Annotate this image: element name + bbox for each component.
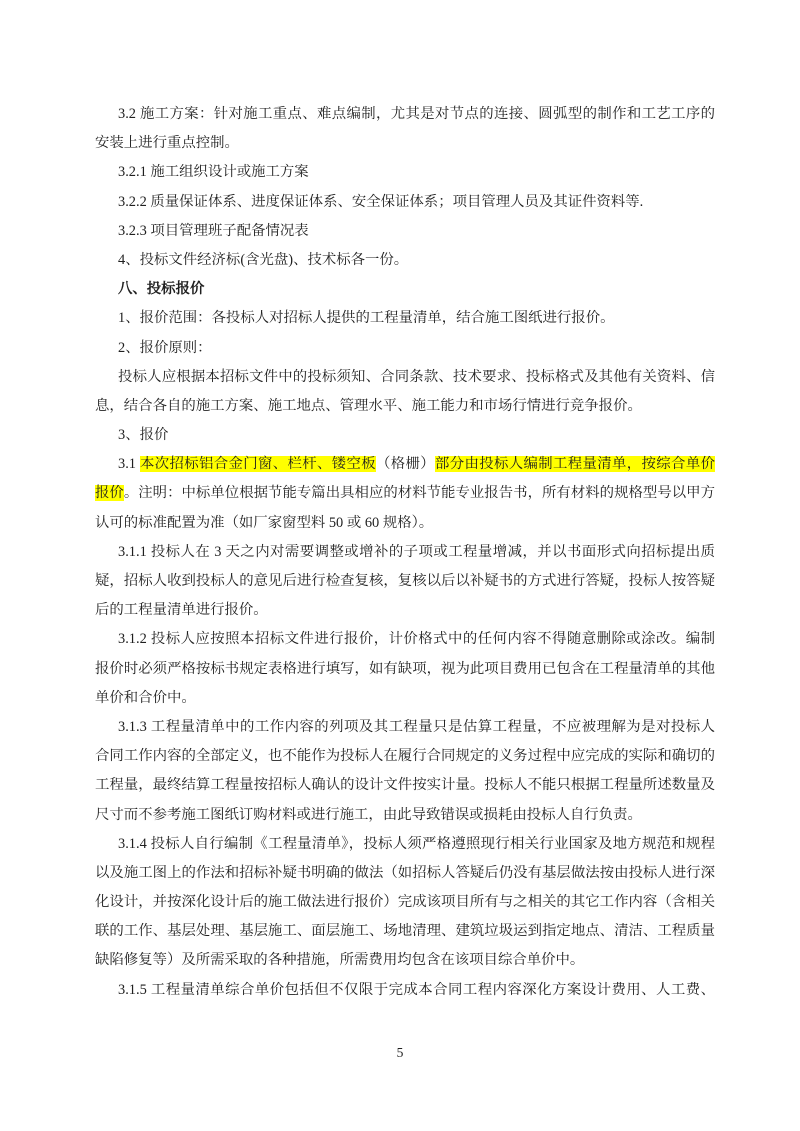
- text-line: [95, 946, 715, 975]
- text-line: [95, 859, 715, 888]
- text-line: [95, 567, 715, 596]
- text-run: 3.1.1 投标人在 3 天之内对需要调整或增补的子项或工程量增减，并以书面形式向招标提出质: [118, 543, 715, 560]
- text-run: 八、投标报价: [118, 281, 205, 298]
- text-line: [95, 246, 715, 275]
- text-line: [95, 334, 715, 363]
- text-line: [95, 684, 715, 713]
- text-run: 投标人应根据本招标文件中的投标须知、合同条款、技术要求、投标格式及其他有关资料、信: [118, 368, 715, 385]
- text-line: [95, 450, 715, 479]
- text-line: [95, 100, 715, 129]
- text-line: [95, 801, 715, 830]
- text-run: 尺寸而不参考施工图纸订购材料或进行施工，由此导致错误或损耗由投标人自行负责。: [95, 806, 642, 823]
- text-run: 3.1.2 投标人应按照本招标文件进行报价，计价格式中的任何内容不得随意删除或涂改。编制: [118, 631, 715, 648]
- text-run: 3.2.2 质量保证体系、进度保证体系、安全保证体系；项目管理人员及其证件资料等.: [118, 193, 644, 210]
- text-run: 工程量，最终结算工程量按招标人确认的设计文件按实计量。投标人不能只根据工程量所述数量及: [95, 777, 715, 794]
- text-run: 3.1.3 工程量清单中的工作内容的列项及其工程量只是估算工程量，不应被理解为是对投标人: [118, 718, 715, 735]
- text-line: [95, 596, 715, 625]
- text-run: 2、报价原则：: [118, 339, 212, 356]
- highlighted-text-run: 报价: [95, 485, 124, 502]
- text-line: [95, 742, 715, 771]
- text-run: 3.2.3 项目管理班子配备情况表: [118, 222, 309, 239]
- text-run: 报价时必须严格按标书规定表格进行填写，如有缺项，视为此项目费用已包含在工程量清单的其他: [95, 660, 715, 677]
- text-line: [95, 917, 715, 946]
- text-run: 3、报价: [118, 427, 169, 444]
- text-line: [95, 275, 715, 304]
- text-line: [95, 421, 715, 450]
- text-line: [95, 655, 715, 684]
- text-line: [95, 509, 715, 538]
- text-line: [95, 363, 715, 392]
- highlighted-text-run: 部分由投标人编制工程量清单，按综合单价: [435, 456, 715, 473]
- text-line: [95, 976, 715, 1005]
- text-run: 3.2 施工方案：针对施工重点、难点编制，尤其是对节点的连接、圆弧型的制作和工艺工序的: [118, 106, 715, 122]
- text-run: 后的工程量清单进行报价。: [95, 602, 268, 619]
- text-run: 化设计，并按深化设计后的施工做法进行报价）完成该项目所有与之相关的其它工作内容（含相关: [95, 894, 715, 911]
- text-line: [95, 713, 715, 742]
- text-run: 安装上进行重点控制。: [95, 135, 239, 152]
- text-run: 联的工作、基层处理、基层施工、面层施工、场地清理、建筑垃圾运到指定地点、清洁、工程质量: [95, 923, 715, 940]
- text-line: [95, 479, 715, 508]
- text-line: [95, 625, 715, 654]
- text-run: 息，结合各自的施工方案、施工地点、管理水平、施工能力和市场行情进行竞争报价。: [95, 397, 642, 414]
- text-run: 3.1.5 工程量清单综合单价包括但不仅限于完成本合同工程内容深化方案设计费用、人工费、: [118, 981, 715, 998]
- text-run: 。注明：中标单位根据节能专篇出具相应的材料节能专业报告书，所有材料的规格型号以甲方: [123, 485, 715, 502]
- text-run: 缺陷修复等）及所需采取的各种措施，所需费用均包含在该项目综合单价中。: [95, 952, 585, 969]
- text-run: 认可的标准配置为准（如厂家窗型料 50 或 60 规格）。: [95, 514, 434, 531]
- document-lines: [95, 100, 715, 1005]
- text-line: [95, 392, 715, 421]
- highlighted-text-run: 本次招标铝合金门窗、栏杆、镂空板: [139, 456, 376, 473]
- page-number: 5: [396, 1045, 404, 1060]
- text-run: （格栅）: [376, 456, 436, 473]
- text-line: [95, 129, 715, 158]
- text-line: [95, 538, 715, 567]
- text-line: [95, 771, 715, 800]
- text-line: [95, 304, 715, 333]
- text-run: 4、投标文件经济标(含光盘)、技术标各一份。: [118, 251, 409, 268]
- text-run: 3.2.1 施工组织设计或施工方案: [118, 164, 309, 181]
- text-run: 单价和合价中。: [95, 689, 196, 706]
- text-run: 合同工作内容的全部定义，也不能作为投标人在履行合同规定的义务过程中应完成的实际和确切的: [95, 748, 715, 765]
- text-line: [95, 888, 715, 917]
- text-run: 1、报价范围：各投标人对招标人提供的工程量清单，结合施工图纸进行报价。: [118, 310, 615, 327]
- text-run: 3.1.4 投标人自行编制《工程量清单》，投标人须严格遵照现行相关行业国家及地方规范和规程: [118, 835, 715, 852]
- text-run: 疑，招标人收到投标人的意见后进行检查复核，复核以后以补疑书的方式进行答疑，投标人按答疑: [95, 573, 715, 589]
- text-line: [95, 830, 715, 859]
- text-line: [95, 217, 715, 246]
- text-run: 3.1: [118, 456, 140, 473]
- text-run: 以及施工图上的作法和招标补疑书明确的做法（如招标人答疑后仍没有基层做法按由投标人进行深: [95, 864, 715, 881]
- text-line: [95, 158, 715, 187]
- text-line: [95, 188, 715, 217]
